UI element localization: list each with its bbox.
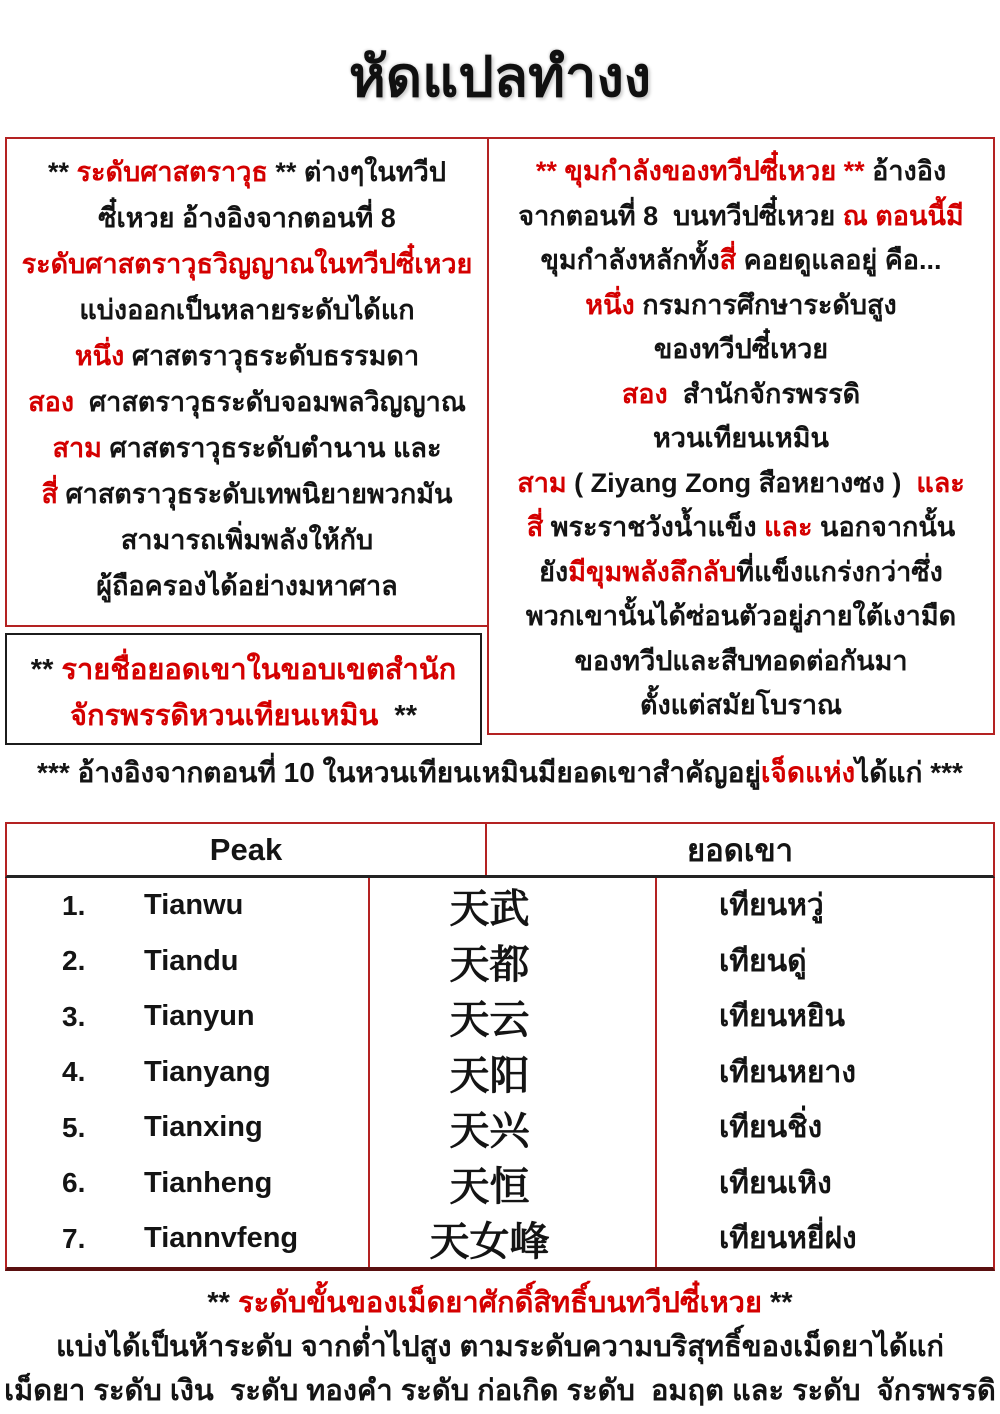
table-row	[7, 1211, 993, 1267]
peak-thai: เทียนหยิน	[719, 1000, 845, 1034]
two-column-section	[5, 137, 995, 745]
peak-hanzi: 天云	[370, 989, 657, 1045]
peak-pinyin: Tiannvfeng	[144, 1222, 299, 1255]
table-row	[7, 989, 993, 1045]
text-line: ผู้ถือครองได้อย่างมหาศาล	[96, 571, 398, 601]
pill-grades-list: เม็ดยา ระดับ เงิน ระดับ ทองคำ ระดับ ก่อเกิด ระดับ อมฤต และ ระดับ จักรพรรดิ	[4, 1375, 996, 1407]
peak-thai: เทียนหวู่	[719, 889, 824, 923]
peak-hanzi: 天武	[370, 878, 657, 934]
peak-thai: เทียนหยี่ฝง	[719, 1222, 857, 1256]
pill-grades-section	[0, 1281, 1000, 1413]
peak-hanzi: 天阳	[370, 1045, 657, 1101]
text-line: สาม ( Ziyang Zong สือหยางซง ) และ	[517, 467, 965, 498]
row-number: 1.	[62, 889, 86, 921]
row-number: 3.	[62, 1000, 86, 1032]
weapon-grades-box	[5, 137, 487, 627]
table-body	[5, 878, 995, 1271]
text-line: ขุมกำลังหลักทั้งสี่ คอยดูแลอยู่ คือ...	[540, 245, 942, 275]
text-line: หนึ่ง ศาสตราวุธระดับธรรมดา	[74, 341, 420, 371]
row-number: 5.	[62, 1111, 86, 1143]
text-line: ซี๋เหวย อ้างอิงจากตอนที่ 8	[98, 203, 396, 233]
table-row	[7, 1045, 993, 1101]
text-line: ของทวีปซี๋เหวย	[653, 334, 829, 364]
row-number: 4.	[62, 1056, 86, 1088]
peak-hanzi: 天兴	[370, 1100, 657, 1156]
text-line: ** ขุมกำลังของทวีปซี๋เหวย ** อ้างอิง	[535, 156, 947, 186]
table-header-peak: Peak	[7, 824, 487, 875]
peak-pinyin: Tianyang	[144, 1055, 271, 1088]
text-line: จากตอนที่ 8 บนทวีปซี๋เหวย ณ ตอนนี้มี	[518, 200, 964, 231]
table-row	[7, 878, 993, 934]
peak-hanzi: 天都	[370, 934, 657, 990]
text-line: ตั้งแต่สมัยโบราณ	[639, 690, 843, 720]
peak-hanzi: 天女峰	[370, 1211, 657, 1267]
power-factions-box	[487, 137, 995, 735]
pill-grades-title: ** ระดับขั้นของเม็ดยาศักดิ์สิทธิ์บนทวีปซี๋เหวย **	[207, 1287, 793, 1319]
page-title: หัดแปลทำงง	[348, 45, 652, 108]
text-line: พวกเขานั้นได้ซ่อนตัวอยู่ภายใต้เงามืด	[525, 601, 957, 631]
row-number: 2.	[62, 945, 86, 977]
peak-hanzi: 天恒	[370, 1156, 657, 1212]
text-line: สอง สำนักจักรพรรดิ	[621, 378, 861, 409]
table-row	[7, 934, 993, 990]
peak-thai: เทียนเหิง	[719, 1166, 832, 1200]
text-line: หนึ่ง กรมการศึกษาระดับสูง	[585, 289, 897, 320]
left-column	[5, 137, 487, 745]
text-line: หวนเทียนเหมิน	[652, 423, 829, 453]
reference-line: *** อ้างอิงจากตอนที่ 10 ในหวนเทียนเหมินมียอดเขาสำคัญอยู่เจ็ดแห่งได้แก่ ***	[37, 757, 963, 788]
text-line: ระดับศาสตราวุธวิญญาณในทวีปซี๋เหวย	[21, 249, 473, 279]
peak-thai: เทียนหยาง	[719, 1055, 856, 1089]
text-line: สอง ศาสตราวุธระดับจอมพลวิญญาณ	[28, 387, 466, 417]
peak-thai: เทียนชิ่ง	[719, 1111, 823, 1145]
table-header-row	[5, 822, 995, 878]
peak-list-note-box	[5, 633, 482, 745]
text-line: ** ระดับศาสตราวุธ ** ต่างๆในทวีป	[48, 157, 446, 187]
text-line: แบ่งออกเป็นหลายระดับได้แก	[79, 295, 415, 325]
pill-grades-desc: แบ่งได้เป็นห้าระดับ จากต่ำไปสูง ตามระดับความบริสุทธิ์ของเม็ดยาได้แก่	[56, 1331, 944, 1363]
text-line: สาม ศาสตราวุธระดับตำนาน และ	[52, 433, 442, 463]
table-row	[7, 1156, 993, 1212]
text-line: สี่ ศาสตราวุธระดับเทพนิยายพวกมัน	[41, 479, 453, 509]
peak-thai: เทียนดู่	[719, 944, 807, 978]
row-number: 7.	[62, 1222, 86, 1254]
text-line: สี่ พระราชวังน้ำแข็ง และ นอกจากนั้น	[526, 512, 956, 542]
peak-pinyin: Tianxing	[144, 1111, 263, 1144]
peak-pinyin: Tianwu	[144, 889, 244, 922]
text-line: จักรพรรดิหวนเทียนเหมิน **	[70, 700, 417, 732]
text-line: ** รายชื่อยอดเขาในขอบเขตสำนัก	[30, 654, 457, 686]
table-row	[7, 1100, 993, 1156]
peaks-table	[5, 822, 995, 1271]
row-number: 6.	[62, 1167, 86, 1199]
table-header-yodkhao: ยอดเขา	[686, 832, 794, 868]
peak-pinyin: Tiandu	[144, 944, 239, 977]
text-line: สามารถเพิ่มพลังให้กับ	[120, 525, 374, 555]
text-line: ยังมีขุมพลังลึกลับที่แข็งแกร่งกว่าซึ่ง	[539, 556, 943, 587]
text-line: ของทวีปและสืบทอดต่อกันมา	[574, 645, 908, 676]
peak-pinyin: Tianheng	[144, 1166, 273, 1199]
peak-pinyin: Tianyun	[144, 1000, 255, 1033]
